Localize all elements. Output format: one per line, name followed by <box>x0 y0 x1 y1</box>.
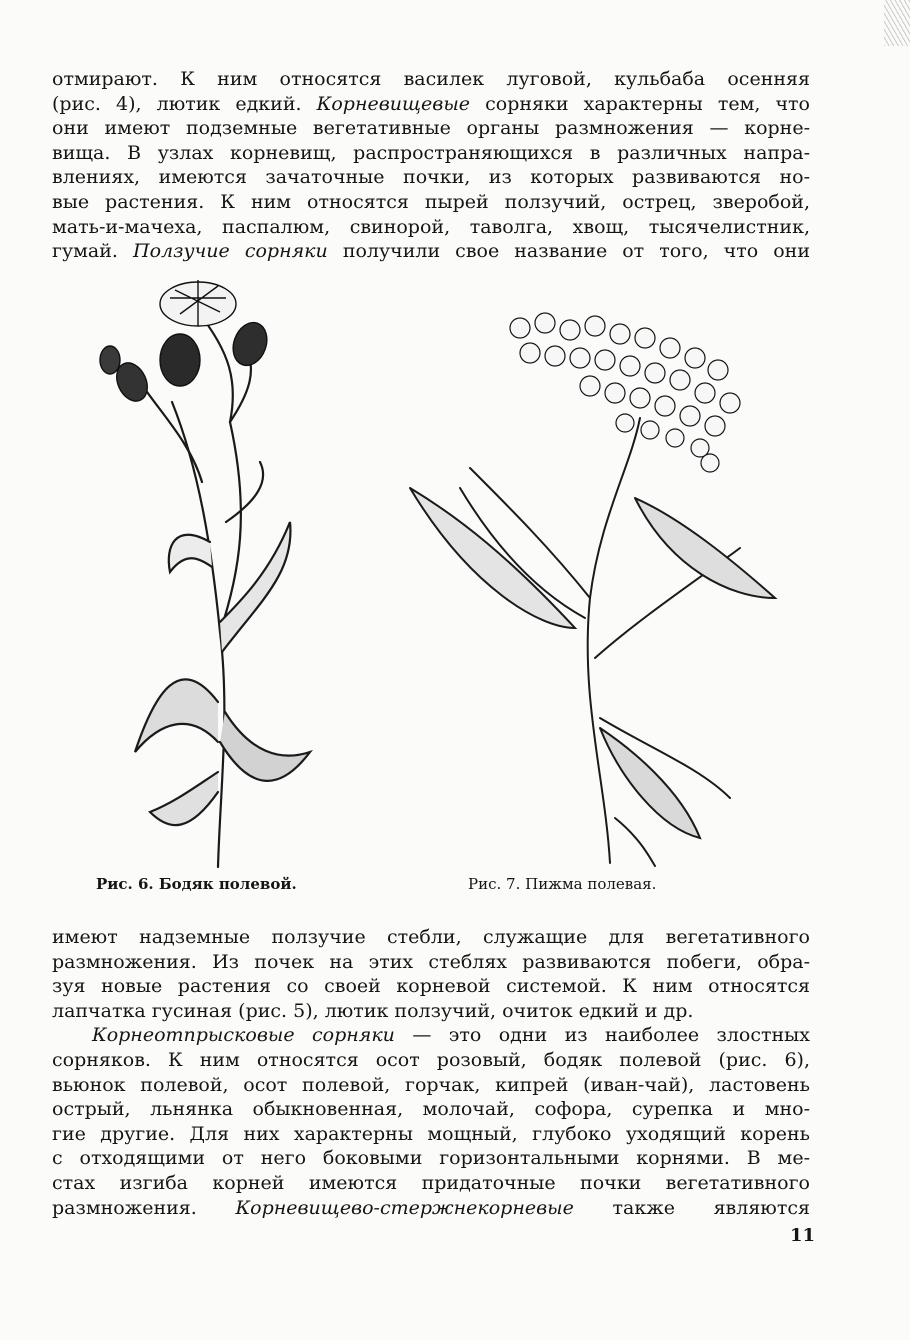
text-line <box>52 950 810 975</box>
text-span: с отходящими от него боковыми горизонтальными корнями. В ме- <box>52 1147 810 1170</box>
text-span: размножения. Из почек на этих стеблях развиваются побеги, обра- <box>52 950 810 973</box>
text-line <box>52 190 810 215</box>
text-line <box>52 239 810 264</box>
text-line <box>52 974 810 999</box>
text-line <box>52 1122 810 1147</box>
text-span: вые растения. К ним относятся пырей ползучий, острец, зверобой, <box>52 190 810 213</box>
text-line <box>52 116 810 141</box>
text-span: вьюнок полевой, осот полевой, горчак, кипрей (иван-чай), ластовень <box>52 1073 810 1096</box>
text-span: гие другие. Для них характерны мощный, глубоко уходящий корень <box>52 1122 810 1145</box>
thistle-illustration <box>80 272 360 872</box>
text-line <box>52 1048 810 1073</box>
text-span: также являются <box>573 1196 810 1219</box>
text-span: влениях, имеются зачаточные почки, из которых развиваются но- <box>52 166 810 189</box>
text-line <box>52 165 810 190</box>
page-number: 11 <box>790 1225 816 1246</box>
text-line <box>52 1146 810 1171</box>
text-span: острый, льнянка обыкновенная, молочай, софора, сурепка и мно- <box>52 1098 810 1121</box>
text-line <box>52 925 810 950</box>
text-line <box>52 1171 810 1196</box>
text-line <box>52 141 810 166</box>
text-span: стах изгиба корней имеются придаточные почки вегетативного <box>52 1171 810 1194</box>
text-span: лапчатка гусиная (рис. 5), лютик ползучий, очиток едкий и др. <box>52 999 694 1022</box>
text-line <box>52 1073 810 1098</box>
italic-term: Ползучие сорняки <box>133 240 328 263</box>
tansy-illustration <box>400 298 790 868</box>
text-span: гумай. <box>52 240 133 263</box>
text-span: зуя новые растения со своей корневой системой. К ним относятся <box>52 975 810 998</box>
text-span: отмирают. К ним относятся василек луговой, кульбаба осенняя <box>52 68 810 90</box>
text-line <box>52 67 810 92</box>
italic-term: Корневищево-стержнекорневые <box>235 1196 574 1219</box>
italic-term: Корнеотпрысковые сорняки <box>92 1024 395 1047</box>
figure-7-caption: Рис. 7. Пижма полевая. <box>468 875 657 893</box>
bottom-paragraphs <box>52 925 810 1220</box>
text-span: вища. В узлах корневищ, распространяющихся в различных напра- <box>52 141 810 164</box>
text-line <box>52 1196 810 1221</box>
top-paragraph <box>52 67 810 264</box>
text-line <box>52 1023 810 1048</box>
text-span: — это одни из наиболее злостных <box>394 1024 811 1047</box>
page-edge-smudge <box>884 0 910 46</box>
text-span: они имеют подземные вегетативные органы размножения — корне- <box>52 117 810 140</box>
text-line <box>52 999 810 1024</box>
text-span: размножения. <box>52 1196 236 1219</box>
text-line <box>52 92 810 117</box>
text-span: сорняков. К ним относятся осот розовый, бодяк полевой (рис. 6), <box>52 1048 810 1071</box>
italic-term: Корневищевые <box>316 92 471 115</box>
text-span: получили свое название от того, что они <box>327 240 810 263</box>
figure-6-caption: Рис. 6. Бодяк полевой. <box>96 875 297 893</box>
text-line <box>52 215 810 240</box>
text-span: сорняки характерны тем, что <box>470 92 810 115</box>
text-line <box>52 1097 810 1122</box>
text-span: мать-и-мачеха, паспалюм, свинорой, таволга, хвощ, тысячелистник, <box>52 215 810 238</box>
text-span: (рис. 4), лютик едкий. <box>52 92 317 115</box>
text-span: имеют надземные ползучие стебли, служащие для вегетативного <box>52 926 810 948</box>
